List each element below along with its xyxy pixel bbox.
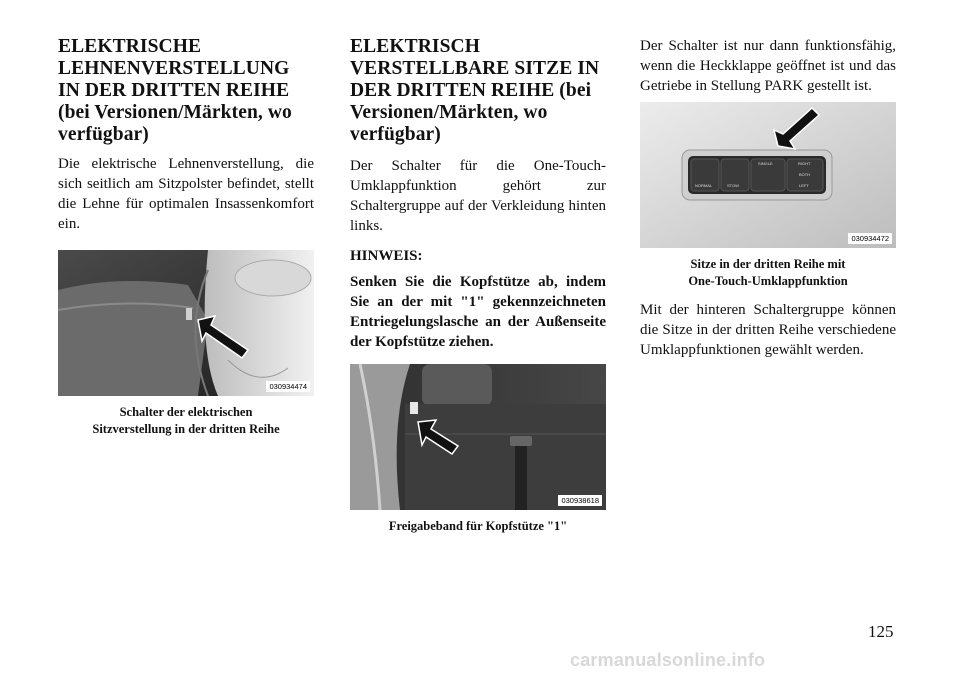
column-middle bbox=[350, 0, 606, 535]
figure-caption: Freigabeband für Kopfstütze "1" bbox=[388, 519, 568, 533]
note-text: Senken Sie die Kopfstütze ab, indem Sie an der mit "1" gekennzeichneten Entriegelungslasche an der Außenseite der Kopfstütze ziehen. bbox=[350, 274, 606, 350]
switch-panel-illustration bbox=[640, 102, 896, 248]
figure-switch-panel bbox=[640, 102, 896, 248]
body-text-power-seats: Der Schalter für die One-Touch-Umklappfunktion gehört zur Schaltergruppe auf der Verkleidung hinten links. bbox=[350, 158, 606, 234]
headrest-strap-illustration bbox=[350, 364, 606, 510]
switch-label-stow: STOW bbox=[727, 183, 739, 188]
page-number: 125 bbox=[868, 622, 894, 641]
figure-seat-switch bbox=[58, 250, 314, 396]
section-title-power-recliner: ELEKTRISCHE LEHNENVERSTELLUNG IN DER DRITTEN REIHE (bei Versionen/Märkten, wo verfügbar) bbox=[58, 36, 292, 145]
switch-label-left: LEFT bbox=[799, 183, 809, 188]
figure-headrest-strap bbox=[350, 364, 606, 510]
switch-label-normal: NORMAL bbox=[695, 183, 713, 188]
watermark: carmanualsonline.info bbox=[570, 650, 766, 670]
seat-switch-illustration bbox=[58, 250, 314, 396]
figure-code: 030934474 bbox=[266, 381, 310, 392]
switch-label-single: SINGLE bbox=[758, 161, 773, 166]
column-right bbox=[640, 0, 896, 360]
note-label: HINWEIS: bbox=[350, 248, 423, 264]
body-text-switch-condition: Der Schalter ist nur dann funktionsfähig, wenn die Heckklappe geöffnet ist und das Getriebe in Stellung PARK gestellt ist. bbox=[640, 38, 896, 94]
body-text-power-recliner: Die elektrische Lehnenverstellung, die sich seitlich am Sitzpolster befindet, stellt die Lehne für optimalen Insassenkomfort ein. bbox=[58, 156, 314, 232]
figure-code: 030934472 bbox=[848, 233, 892, 244]
switch-label-both: BOTH bbox=[799, 172, 811, 177]
column-left bbox=[58, 0, 314, 438]
figure-code: 030938618 bbox=[558, 495, 602, 506]
figure-caption: Schalter der elektrischen Sitzverstellung in der dritten Reihe bbox=[92, 405, 280, 436]
section-title-power-seats: ELEKTRISCH VERSTELLBARE SITZE IN DER DRITTEN REIHE (bei Versionen/Märkten, wo verfügbar) bbox=[350, 36, 600, 145]
switch-label-right: RIGHT bbox=[798, 161, 811, 166]
figure-caption: Sitze in der dritten Reihe mit One-Touch-Umklappfunktion bbox=[688, 257, 848, 288]
body-text-switch-functions: Mit der hinteren Schaltergruppe können die Sitze in der dritten Reihe verschiedene Umklappfunktionen gewählt werden. bbox=[640, 302, 896, 358]
